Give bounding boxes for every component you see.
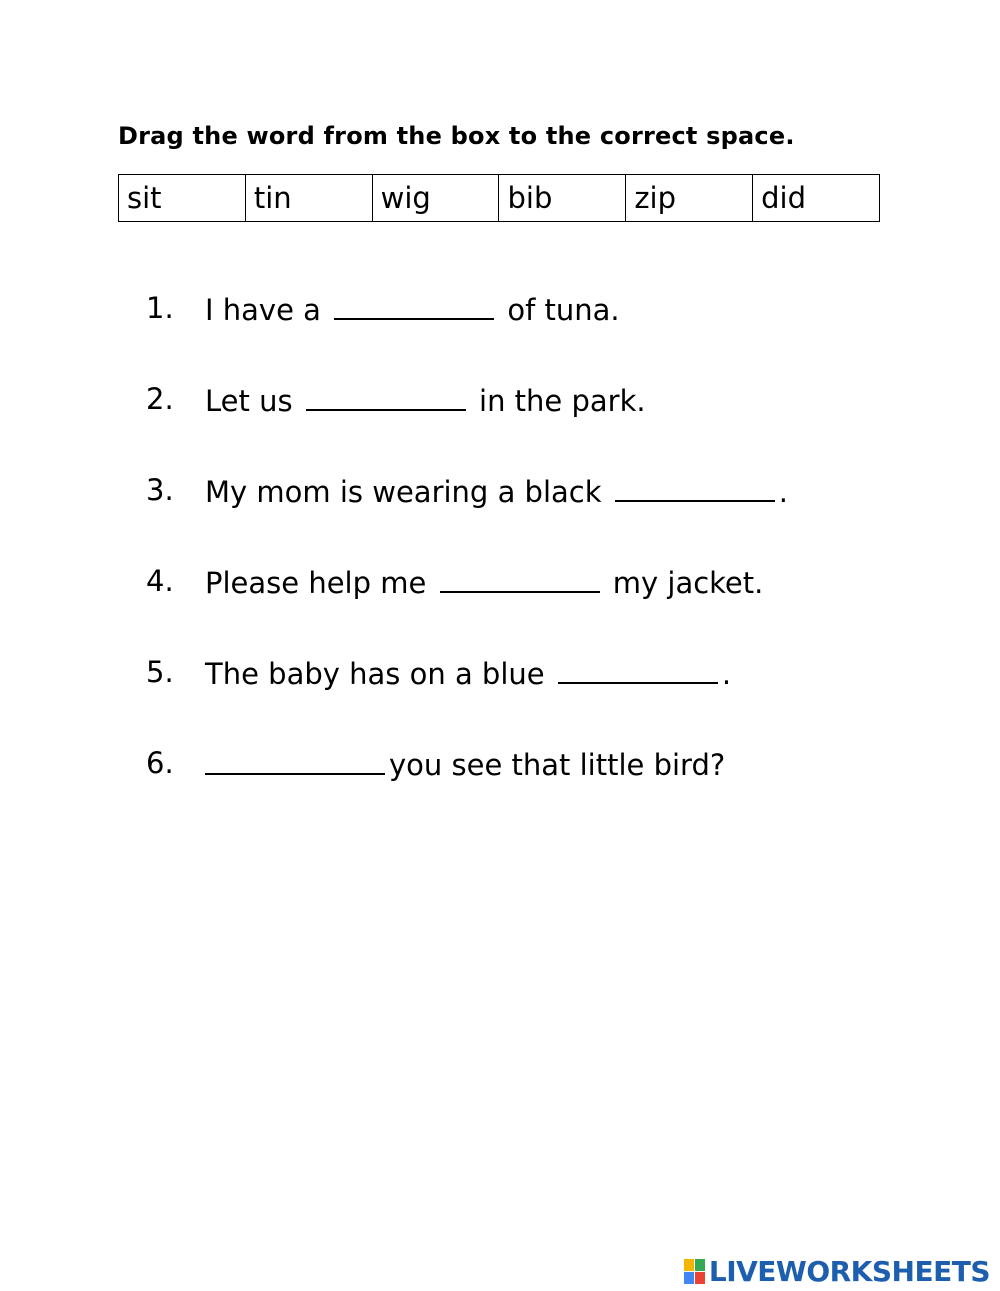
question-text-before: Let us xyxy=(205,384,293,418)
word-bank xyxy=(118,174,880,222)
word-did[interactable]: did xyxy=(761,181,807,215)
answer-blank-6[interactable] xyxy=(205,741,385,775)
word-bib[interactable]: bib xyxy=(499,175,626,221)
question-text-after: of tuna. xyxy=(507,293,620,327)
answer-blank-1[interactable] xyxy=(334,286,494,320)
question-text-after: you see that little bird? xyxy=(389,748,726,782)
liveworksheets-logo xyxy=(684,1255,990,1288)
question-text-after: my jacket. xyxy=(612,566,764,600)
question-text-before: I have a xyxy=(205,293,321,327)
answer-blank-5[interactable] xyxy=(558,650,718,684)
word-sit[interactable]: sit xyxy=(119,175,246,221)
word-wig[interactable]: wig xyxy=(373,175,500,221)
logo-blocks-icon xyxy=(684,1259,705,1284)
question-number: 5. xyxy=(146,655,174,689)
logo-block-blue xyxy=(684,1272,694,1284)
answer-blank-2[interactable] xyxy=(306,377,466,411)
question-number: 4. xyxy=(146,564,174,598)
question-text-after: . xyxy=(721,657,732,691)
question-text-before: My mom is wearing a black xyxy=(205,475,602,509)
question-number: 3. xyxy=(146,473,174,507)
question-text-before: Please help me xyxy=(205,566,427,600)
question-text-after: . xyxy=(778,475,788,509)
logo-block-red xyxy=(695,1272,705,1284)
question-number: 6. xyxy=(146,746,174,780)
answer-blank-4[interactable] xyxy=(440,559,600,593)
question-number: 2. xyxy=(146,382,174,416)
word-zip[interactable]: zip xyxy=(626,175,753,221)
logo-block-green xyxy=(695,1259,705,1271)
question-text-before: The baby has on a blue xyxy=(205,657,545,691)
answer-blank-3[interactable] xyxy=(615,468,775,502)
instruction-text: Drag the word from the box to the correct space. xyxy=(118,122,795,150)
question-text-after: in the park. xyxy=(479,384,646,418)
logo-text: LIVEWORKSHEETS xyxy=(708,1255,990,1288)
word-tin[interactable]: tin xyxy=(246,175,373,221)
logo-block-yellow xyxy=(684,1259,694,1271)
question-number: 1. xyxy=(146,291,174,325)
